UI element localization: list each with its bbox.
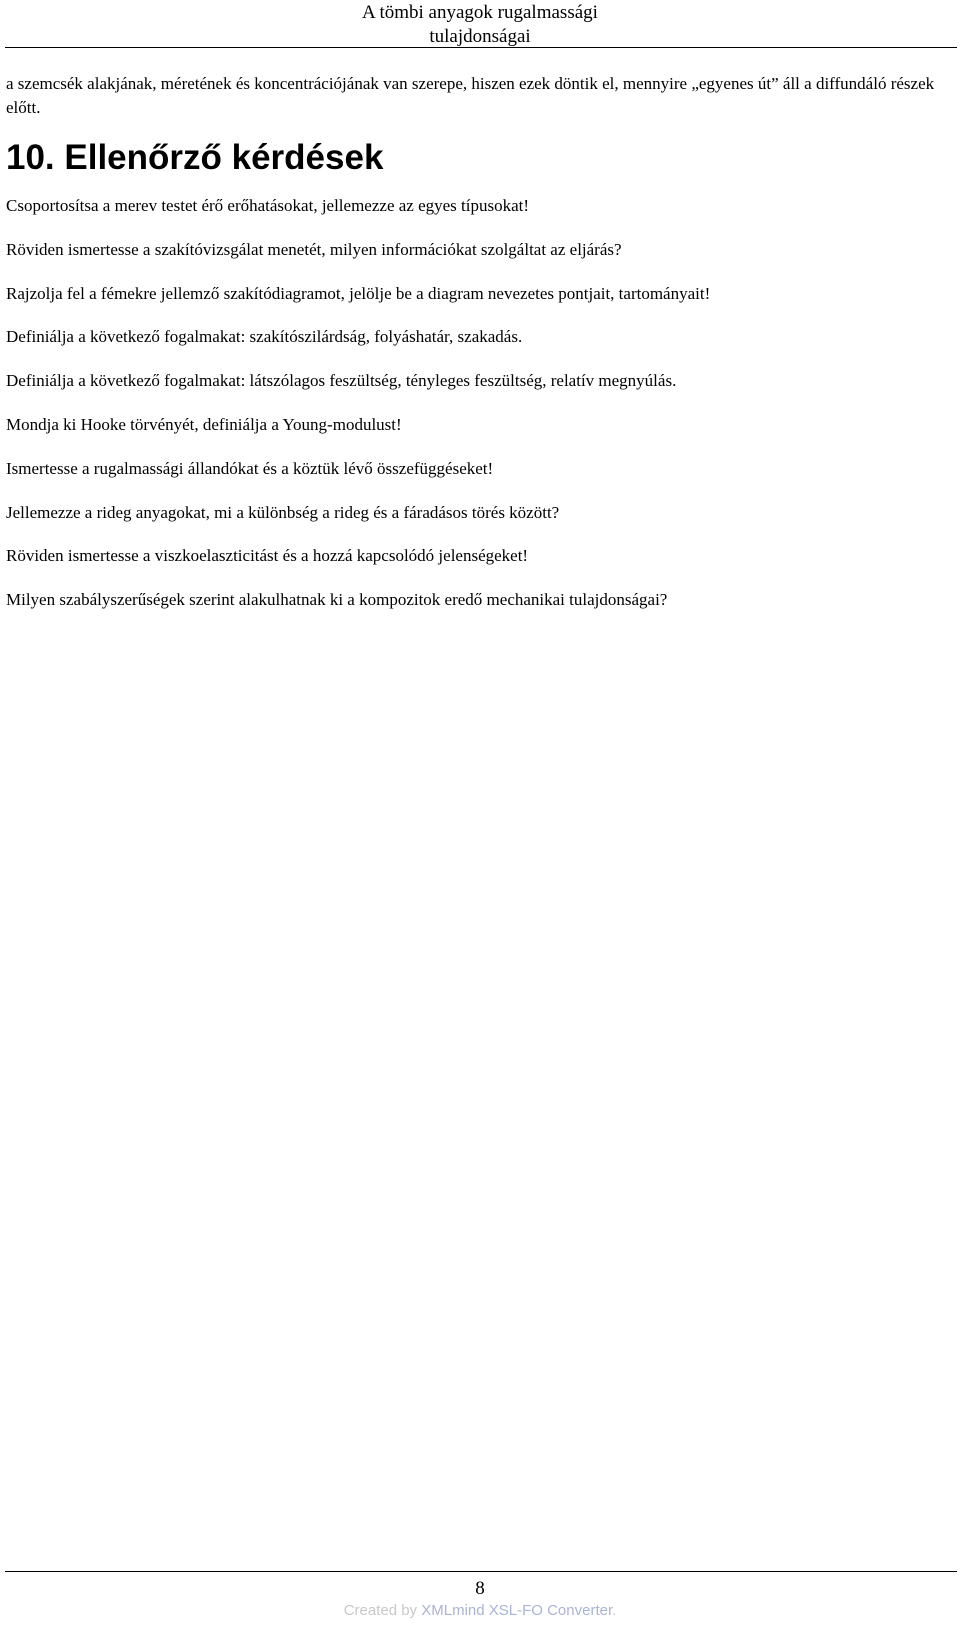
question-item-9: Röviden ismertesse a viszkoelaszticitást és a hozzá kapcsolódó jelenségeket! [6,546,529,566]
credit-product-name: XMLmind XSL-FO Converter [421,1602,613,1619]
question-item-10: Milyen szabályszerűségek szerint alakulhatnak ki a kompozitok eredő mechanikai tulajdonságai? [6,590,668,610]
credit-prefix: Created by [343,1602,422,1619]
section-title: 10. Ellenőrző kérdések [6,138,384,177]
intro-paragraph: a szemcsék alakjának, méretének és koncentrációjának van szerepe, hiszen ezek döntik el, mennyire „egyenes út” áll a diffundáló részek előtt. [6,74,935,117]
running-header [0,0,960,49]
header-divider [5,47,957,48]
running-header-line-2: tulajdonságai [429,26,531,47]
page-number: 8 [475,1578,485,1599]
page-content [6,72,954,632]
question-list [6,194,954,612]
question-item-1: Csoportosítsa a merev testet érő erőhatásokat, jellemezze az egyes típusokat! [6,196,530,215]
question-item-7: Ismertesse a rugalmassági állandókat és a köztük lévő összefüggéseket! [6,458,494,478]
running-header-line-1: A tömbi anyagok rugalmassági [362,2,598,23]
footer-divider [5,1571,957,1572]
question-item-6: Mondja ki Hooke törvényét, definiálja a Young-modulust! [6,414,402,434]
question-item-3: Rajzolja fel a fémekre jellemző szakítódiagramot, jelölje be a diagram nevezetes pontjait, tartományait! [6,283,711,303]
credit-suffix: . [612,1602,617,1619]
question-item-5: Definiálja a következő fogalmakat: látszólagos feszültség, tényleges feszültség, relatív megnyúlás. [6,371,677,391]
question-item-2: Röviden ismertesse a szakítóvizsgálat menetét, milyen információkat szolgáltat az eljárás? [6,239,622,259]
converter-credit [0,1601,960,1621]
question-item-8: Jellemezze a rideg anyagokat, mi a különbség a rideg és a fáradásos törés között? [6,502,560,522]
question-item-4: Definiálja a következő fogalmakat: szakítószilárdság, folyáshatár, szakadás. [6,327,523,347]
